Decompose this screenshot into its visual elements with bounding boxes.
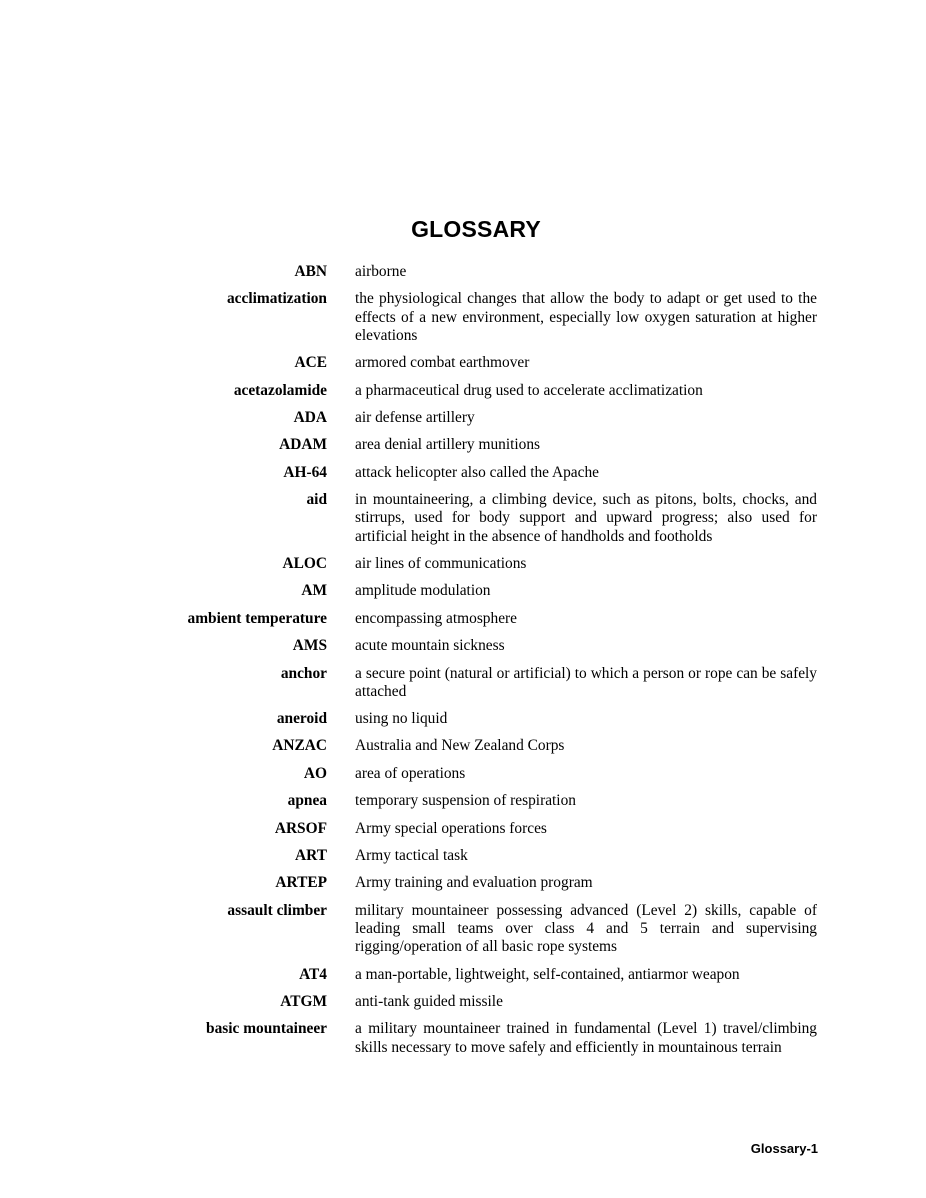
- glossary-term: ADAM: [279, 436, 327, 454]
- glossary-definition: anti-tank guided missile: [355, 993, 503, 1011]
- glossary-term: acclimatization: [226, 290, 327, 308]
- glossary-definition: in mountaineering, a climbing device, such as pitons, bolts, chocks, and stirrups, used for body support and upward progress; also used for artificial height in the absence of handholds and footholds: [355, 491, 817, 545]
- glossary-entry: [0, 993, 926, 1011]
- glossary-definition: airborne: [355, 263, 407, 280]
- glossary-definition: a secure point (natural or artificial) to which a person or rope can be safely attached: [355, 664, 817, 700]
- glossary-definition: the physiological changes that allow the body to adapt or get used to the effects of a new environment, especially low oxygen saturation at higher elevations: [355, 290, 817, 344]
- glossary-term: ABN: [294, 263, 327, 280]
- glossary-list: [0, 263, 926, 1066]
- glossary-entry: [0, 354, 926, 372]
- glossary-entry: [0, 610, 926, 628]
- glossary-term: anchor: [280, 664, 327, 682]
- glossary-term: AM: [301, 582, 327, 600]
- glossary-entry: [0, 966, 926, 984]
- glossary-term: ARTEP: [275, 874, 327, 892]
- glossary-definition: armored combat earthmover: [355, 354, 530, 372]
- glossary-definition: Australia and New Zealand Corps: [355, 737, 565, 755]
- glossary-term: AMS: [292, 637, 327, 655]
- glossary-definition: area denial artillery munitions: [355, 436, 541, 454]
- glossary-term: basic mountaineer: [206, 1020, 327, 1038]
- glossary-term: ANZAC: [272, 737, 327, 755]
- glossary-definition: Army special operations forces: [355, 819, 547, 837]
- glossary-entry: [0, 637, 926, 655]
- glossary-entry: [0, 582, 926, 600]
- glossary-entry: [0, 436, 926, 454]
- glossary-definition: area of operations: [355, 764, 466, 782]
- glossary-definition: acute mountain sickness: [355, 637, 505, 655]
- glossary-term: AO: [303, 764, 327, 782]
- glossary-entry: [0, 491, 926, 546]
- glossary-entry: [0, 847, 926, 865]
- glossary-definition: air lines of communications: [355, 554, 527, 572]
- glossary-definition: encompassing atmosphere: [355, 609, 517, 627]
- glossary-term: ATGM: [280, 993, 327, 1011]
- glossary-term: AT4: [299, 965, 327, 983]
- glossary-term: aneroid: [276, 710, 327, 728]
- glossary-definition: Army tactical task: [355, 847, 468, 865]
- glossary-term: ARSOF: [274, 819, 327, 837]
- glossary-entry: [0, 464, 926, 482]
- glossary-entry: [0, 820, 926, 838]
- page-title: GLOSSARY: [411, 216, 541, 242]
- glossary-definition: temporary suspension of respiration: [355, 792, 576, 810]
- glossary-entry: [0, 665, 926, 701]
- glossary-entry: [0, 382, 926, 400]
- glossary-term: assault climber: [227, 901, 327, 919]
- glossary-term: ADA: [293, 408, 327, 426]
- glossary-entry: [0, 555, 926, 573]
- glossary-entry: [0, 792, 926, 810]
- glossary-definition: Army training and evaluation program: [355, 874, 593, 892]
- glossary-definition: air defense artillery: [355, 408, 475, 426]
- glossary-entry: [0, 710, 926, 728]
- glossary-entry: [0, 902, 926, 957]
- glossary-entry: [0, 290, 926, 345]
- glossary-entry: [0, 409, 926, 427]
- glossary-definition: a man-portable, lightweight, self-contained, antiarmor weapon: [355, 965, 740, 983]
- glossary-entry: [0, 874, 926, 892]
- glossary-term: AH-64: [283, 463, 327, 481]
- glossary-entry: [0, 263, 926, 281]
- glossary-term: acetazolamide: [233, 381, 327, 399]
- glossary-term: ALOC: [282, 554, 327, 572]
- glossary-entry: [0, 737, 926, 755]
- glossary-definition: using no liquid: [355, 710, 448, 728]
- glossary-term: aid: [306, 491, 327, 509]
- page-number: Glossary-1: [750, 1141, 818, 1156]
- glossary-term: ambient temperature: [187, 609, 327, 627]
- glossary-definition: military mountaineer possessing advanced (Level 2) skills, capable of leading small teams over class 4 and 5 terrain and supervising rigging/operation of all basic rope systems: [355, 901, 817, 956]
- glossary-term: apnea: [287, 792, 327, 810]
- glossary-definition: a pharmaceutical drug used to accelerate acclimatization: [355, 381, 703, 399]
- glossary-definition: amplitude modulation: [355, 582, 491, 600]
- glossary-definition: a military mountaineer trained in fundamental (Level 1) travel/climbing skills necessary to move safely and efficiently in mountainous terrain: [355, 1020, 817, 1056]
- glossary-entry: [0, 765, 926, 783]
- glossary-term: ART: [295, 847, 327, 865]
- glossary-entry: [0, 1020, 926, 1056]
- glossary-definition: attack helicopter also called the Apache: [355, 463, 599, 481]
- glossary-term: ACE: [294, 354, 327, 372]
